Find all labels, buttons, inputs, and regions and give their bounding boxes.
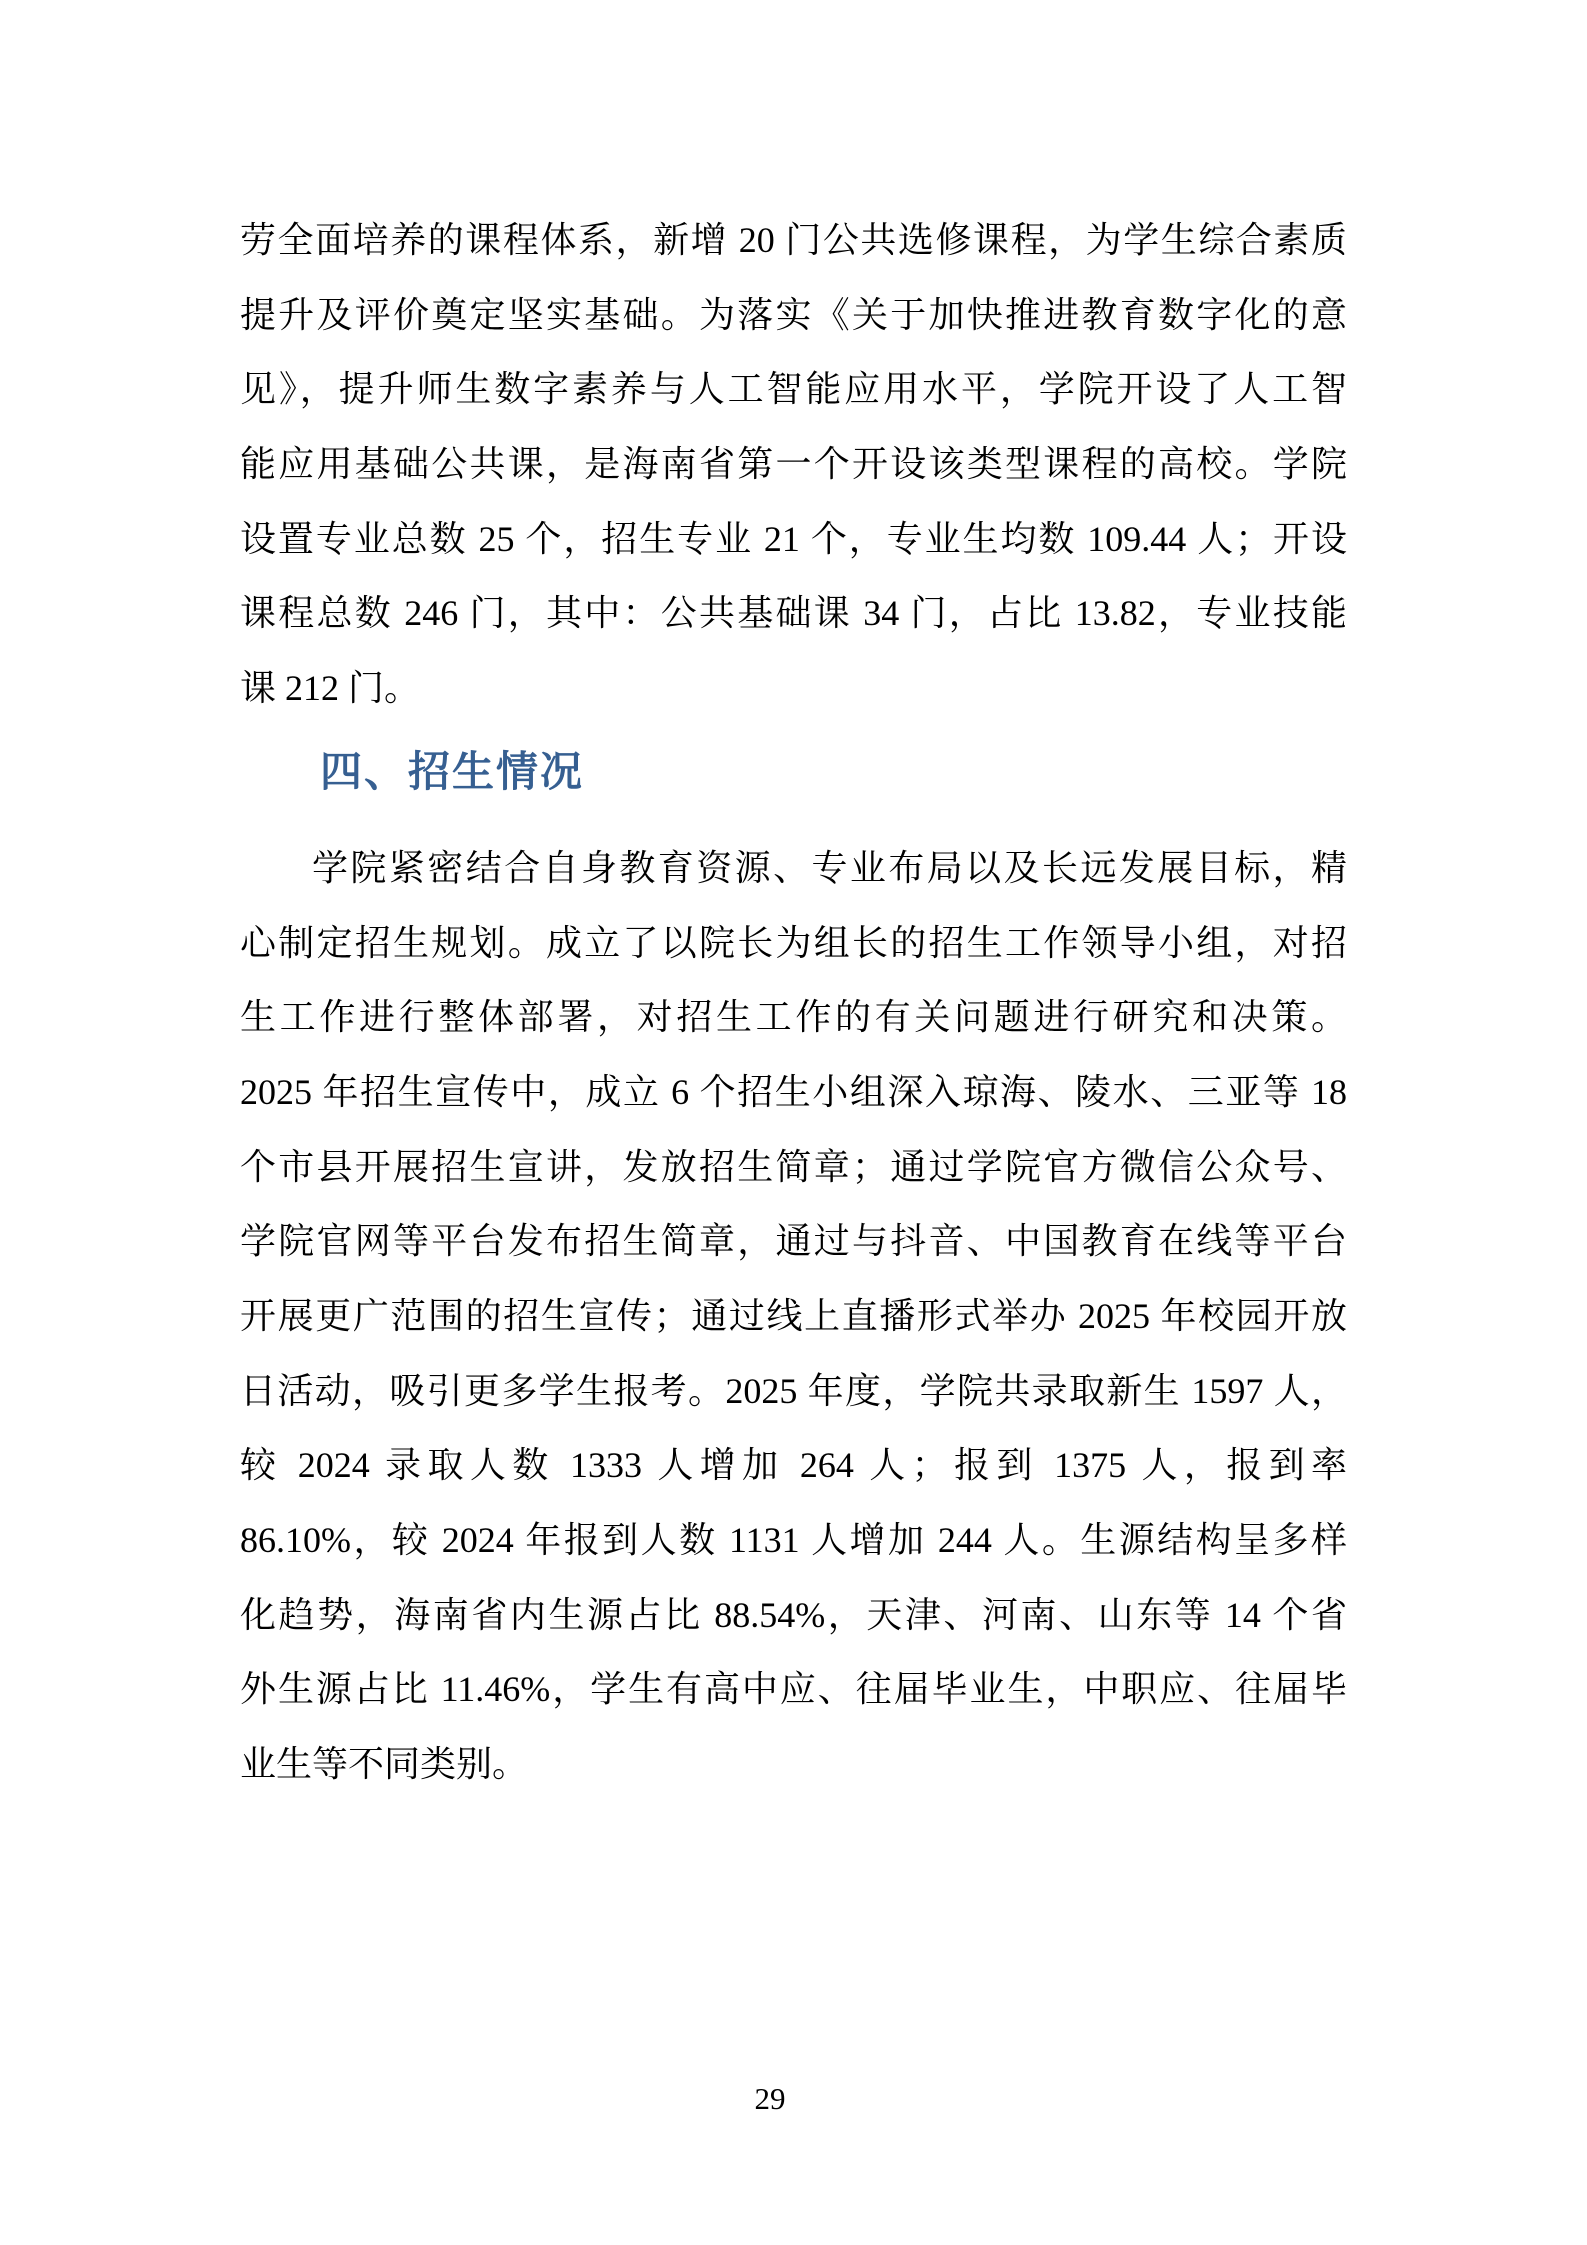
section-heading-enrollment: 四、招生情况 [320, 748, 585, 795]
body-text-line: 个市县开展招生宣讲，发放招生简章；通过学院官方微信公众号、 [240, 1146, 1347, 1187]
body-text-line: 学院紧密结合自身教育资源、专业布局以及长远发展目标，精 [312, 848, 1347, 888]
page-number: 29 [754, 2081, 786, 2116]
body-text-line: 课 212 门。 [240, 667, 421, 708]
body-text-line: 业生等不同类别。 [240, 1743, 529, 1784]
body-text-line: 见》，提升师生数字素养与人工智能应用水平，学院开设了人工智 [240, 369, 1347, 410]
body-text-line: 提升及评价奠定坚实基础。为落实《关于加快推进教育数字化的意 [240, 294, 1347, 335]
body-text-line: 课程总数 246 门，其中：公共基础课 34 门，占比 13.82，专业技能 [240, 593, 1347, 634]
body-text-line: 学院官网等平台发布招生简章，通过与抖音、中国教育在线等平台 [240, 1221, 1347, 1262]
body-text-line: 劳全面培养的课程体系，新增 20 门公共选修课程，为学生综合素质 [240, 220, 1347, 260]
paragraph-enrollment [240, 831, 1347, 1802]
body-text-line: 外生源占比 11.46%，学生有高中应、往届毕业生，中职应、往届毕 [240, 1669, 1347, 1710]
body-text-line: 较 2024 录取人数 1333 人增加 264 人；报到 1375 人，报到率 [240, 1445, 1347, 1486]
body-text-line: 2025 年招生宣传中，成立 6 个招生小组深入琼海、陵水、三亚等 18 [240, 1071, 1347, 1112]
body-text-line: 心制定招生规划。成立了以院长为组长的招生工作领导小组，对招 [240, 922, 1347, 963]
body-text-line: 能应用基础公共课，是海南省第一个开设该类型课程的高校。学院 [240, 443, 1347, 484]
body-text-line: 开展更广范围的招生宣传；通过线上直播形式举办 2025 年校园开放 [240, 1295, 1347, 1336]
paragraph-course-system [240, 203, 1347, 726]
body-text-line: 化趋势，海南省内生源占比 88.54%，天津、河南、山东等 14 个省 [240, 1594, 1347, 1635]
body-text-line: 设置专业总数 25 个，招生专业 21 个，专业生均数 109.44 人；开设 [240, 518, 1347, 559]
body-text-line: 86.10%，较 2024 年报到人数 1131 人增加 244 人。生源结构呈多样 [240, 1519, 1347, 1560]
body-text-line: 日活动，吸引更多学生报考。2025 年度，学院共录取新生 1597 人， [240, 1370, 1347, 1411]
body-text-line: 生工作进行整体部署，对招生工作的有关问题进行研究和决策。 [240, 997, 1347, 1038]
